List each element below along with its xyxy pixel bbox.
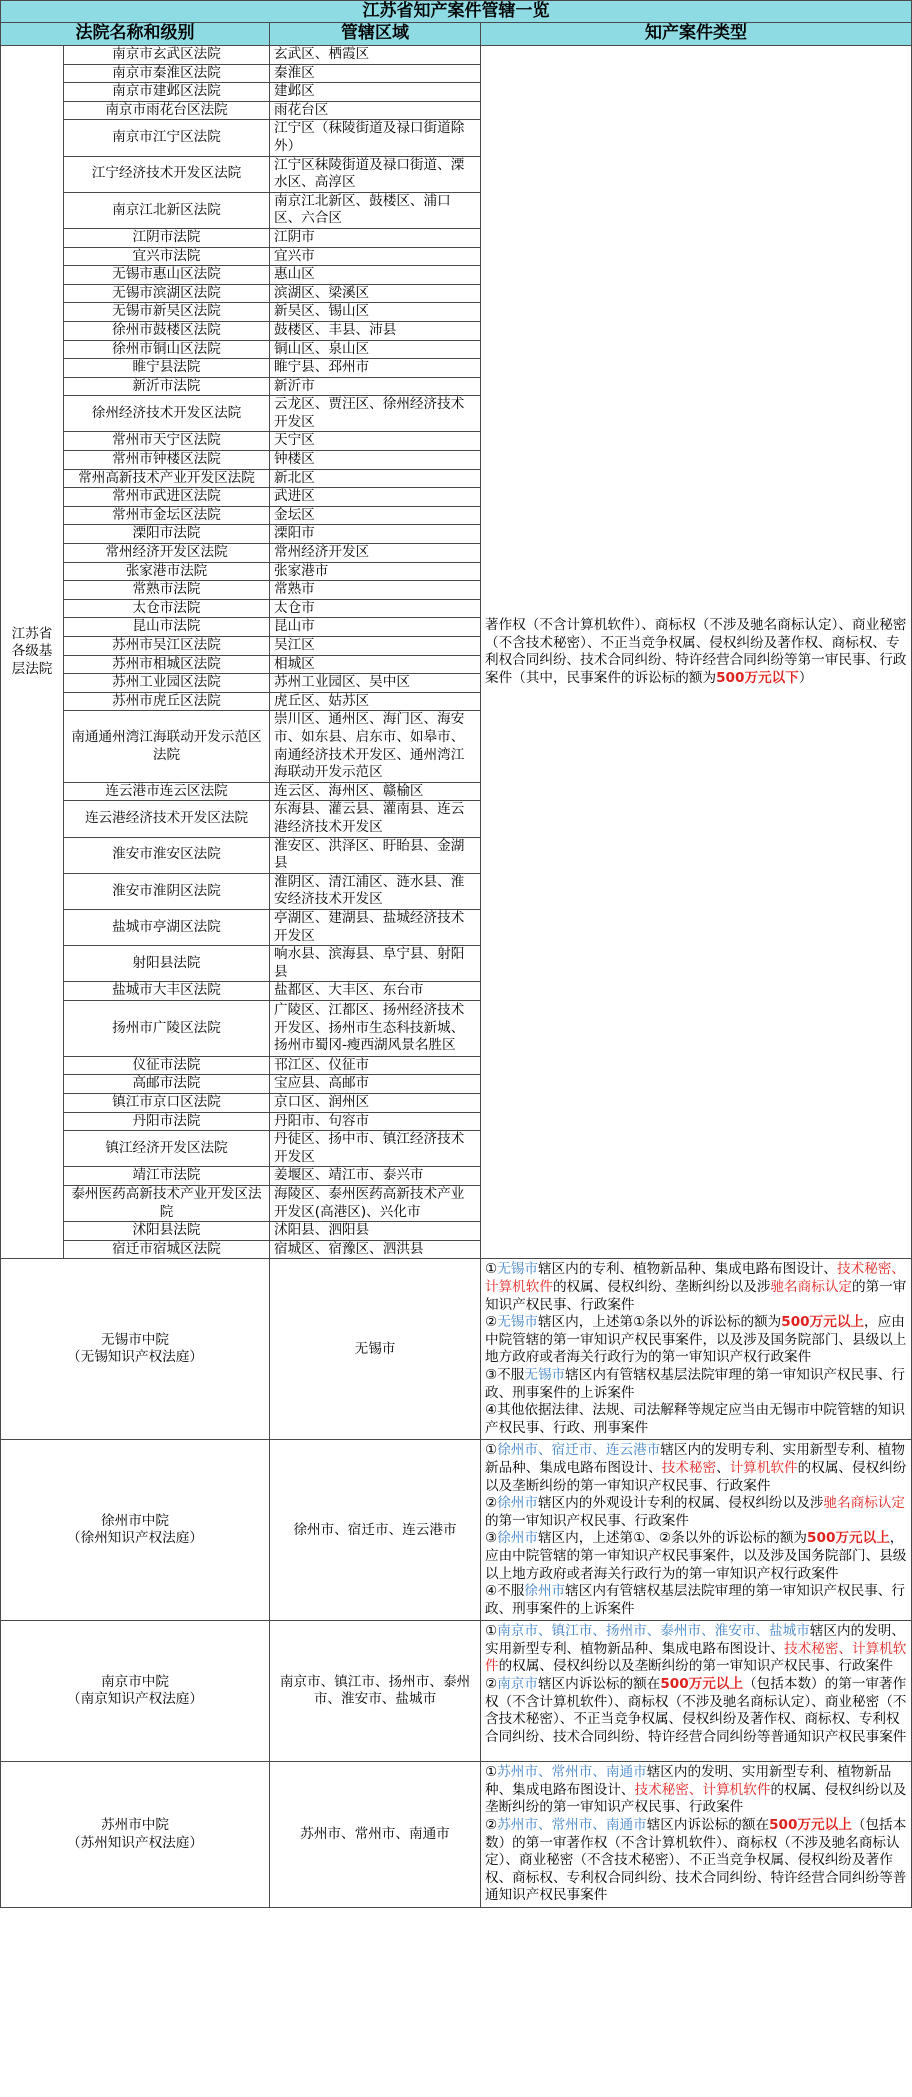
court-name: 仪征市法院 [64,1056,270,1075]
jurisdiction-area: 南京江北新区、鼓楼区、浦口区、六合区 [270,192,481,228]
court-name: 徐州市铜山区法院 [64,340,270,359]
case-type-text: ④其他依据法律、法规、司法解释等规定应当由无锡市中院管辖的知识产权民事、行政、刑事案件 [485,1402,905,1436]
case-type-text: （包括本数）的第一审著作权（不含计算机软件）、商标权（不涉及驰名商标认定）、商业秘密（不含技术秘密）、不正当竞争权属、侵权纠纷及著作权、商标权、专利权合同纠纷、技术合同纠纷、特许经营合同纠纷等普通知识产权民事案件 [485,1676,907,1745]
keyword-highlight: 技术秘密、计算机软件 [634,1781,771,1798]
keyword-highlight: 驰名商标认定 [823,1495,905,1512]
court-name: 徐州市鼓楼区法院 [64,321,270,340]
case-type-text: 辖区内的发明专利、实用新型专利、植物新品种、集成电路布图设计、 [485,1442,905,1476]
jurisdiction-area: 天宁区 [270,432,481,451]
case-type-text: 的权属、侵权纠纷以及垄断纠纷的第一审知识产权民事、行政案件 [498,1658,893,1675]
court-name: 南京市建邺区法院 [64,83,270,102]
court-name: 苏州工业园区法院 [64,674,270,693]
court-name: 沭阳县法院 [64,1222,270,1241]
intermediate-court-row [1,1762,912,1908]
jurisdiction-area: 武进区 [270,488,481,507]
court-tribunal-line: （苏州知识产权法庭） [67,1834,203,1851]
jurisdiction-area: 亭湖区、建湖县、盐城经济技术开发区 [270,909,481,945]
court-tribunal-line: （无锡知识产权法庭） [67,1349,203,1366]
case-type-text: 辖区内的发明、实用新型专利、植物新品种、集成电路布图设计、 [485,1764,892,1798]
case-type-text: ① [485,1442,498,1459]
amount-highlight: 500万元以上 [781,1314,865,1331]
court-name: 连云港经济技术开发区法院 [64,801,270,837]
court-name: 丹阳市法院 [64,1112,270,1131]
jurisdiction-area: 铜山区、泉山区 [270,340,481,359]
amount-highlight: 500万元以下 [716,669,799,686]
case-type-item [485,1367,907,1402]
jurisdiction-area: 宿城区、宿豫区、泗洪县 [270,1240,481,1259]
keyword-highlight: 驰名商标认定 [770,1279,853,1295]
court-name: 太仓市法院 [64,599,270,618]
intermediate-court-row [1,1259,912,1440]
jurisdiction-area: 宝应县、高邮市 [270,1075,481,1094]
case-type-text: ③不服 [485,1366,525,1383]
court-tribunal-line: （徐州知识产权法庭） [67,1530,203,1547]
intermediate-court-row [1,1440,912,1621]
jurisdiction-area: 睢宁县、邳州市 [270,359,481,378]
jurisdiction-area: 崇川区、通州区、海门区、海安市、如东县、启东市、如皋市、南通经济技术开发区、通州湾江海联动开发示范区 [270,711,481,782]
city-highlight: 南京市 [497,1676,538,1693]
case-type-text: 辖区内，上述第①条以外的诉讼标的额为 [537,1314,782,1331]
case-type-text: 辖区内诉讼标的额在 [646,1817,770,1834]
case-type-text: ① [485,1764,498,1781]
court-name: 张家港市法院 [64,562,270,581]
case-type-text: ③ [485,1530,498,1547]
basic-case-types-text: 著作权（不含计算机软件）、商标权（不涉及驰名商标认定）、商业秘密（不含技术秘密）、不正当竞争权属、侵权纠纷及著作权、商标权、专利权合同纠纷、技术合同纠纷、特许经营合同纠纷等第一审民事、行政案件（其中，民事案件的诉讼标的额为 [485,617,907,686]
intermediate-case-types [481,1621,912,1762]
case-type-text: 的第一审知识产权民事、行政案件 [485,1512,689,1529]
court-name: 南京市秦淮区法院 [64,64,270,83]
case-type-item [485,1442,907,1495]
case-type-item [485,1623,907,1676]
jurisdiction-area: 江宁区秣陵街道及禄口街道、溧水区、高淳区 [270,156,481,192]
case-type-text: ，应由中院管辖的第一审知识产权民事案件，以及涉及国务院部门、县级以上地方政府或者海关行政行为的第一审知识产权行政案件 [485,1530,907,1582]
case-type-text: 辖区内，上述第①、②条以外的诉讼标的额为 [537,1530,808,1547]
court-name: 靖江市法院 [64,1167,270,1186]
header-area: 管辖区域 [270,23,481,46]
intermediate-area: 苏州市、常州市、南通市 [270,1762,481,1908]
court-name: 南京市雨花台区法院 [64,101,270,120]
amount-highlight: 500万元以上 [807,1530,890,1547]
case-type-text: ① [485,1623,498,1640]
jurisdiction-area: 钟楼区 [270,451,481,470]
city-highlight: 南京市、镇江市、扬州市、泰州市、淮安市、盐城市 [497,1623,810,1640]
basic-case-types [481,46,912,1259]
jurisdiction-area: 新北区 [270,469,481,488]
court-name: 高邮市法院 [64,1075,270,1094]
jurisdiction-area: 邗江区、仪征市 [270,1056,481,1075]
jurisdiction-area: 宜兴市 [270,247,481,266]
jurisdiction-area: 京口区、润州区 [270,1094,481,1113]
basic-case-types-end: ） [798,669,813,686]
city-highlight: 无锡市 [497,1261,538,1278]
court-name: 徐州经济技术开发区法院 [64,396,270,432]
city-highlight: 无锡市 [497,1314,538,1331]
court-name: 南通通州湾江海联动开发示范区法院 [64,711,270,782]
case-type-text: ① [485,1261,498,1278]
intermediate-area: 南京市、镇江市、扬州市、泰州市、淮安市、盐城市 [270,1621,481,1762]
city-highlight: 徐州市 [497,1530,538,1547]
case-type-item [485,1314,907,1367]
court-name: 泰州医药高新技术产业开发区法院 [64,1186,270,1222]
court-name: 宿迁市宿城区法院 [64,1240,270,1259]
city-highlight: 苏州市、常州市、南通市 [497,1817,647,1834]
city-highlight: 苏州市、常州市、南通市 [497,1764,647,1781]
court-name: 盐城市大丰区法院 [64,982,270,1001]
court-name: 无锡市新吴区法院 [64,303,270,322]
court-name: 扬州市广陵区法院 [64,1000,270,1056]
city-highlight: 徐州市、宿迁市、连云港市 [497,1442,661,1459]
case-type-item [485,1402,907,1437]
case-type-text: 辖区内有管辖权基层法院审理的第一审知识产权民事、行政、刑事案件的上诉案件 [485,1366,905,1401]
amount-highlight: 500万元以上 [769,1817,852,1834]
case-type-item [485,1817,907,1905]
intermediate-case-types [481,1259,912,1440]
case-type-text: 的权属、侵权纠纷以及垄断纠纷的第一审知识产权民事、行政案件 [485,1459,907,1494]
case-type-item [485,1495,907,1530]
jurisdiction-area: 盐都区、大丰区、东台市 [270,982,481,1001]
case-type-text: 辖区内的发明、实用新型专利、植物新品种、集成电路布图设计、 [485,1623,905,1657]
intermediate-case-types [481,1440,912,1621]
case-type-item [485,1530,907,1583]
court-name: 苏州市吴江区法院 [64,637,270,656]
case-type-text: 的权属、侵权纠纷以及垄断纠纷的第一审知识产权民事、行政案件 [485,1781,907,1816]
jurisdiction-area: 常州经济开发区 [270,544,481,563]
city-highlight: 无锡市 [524,1366,566,1383]
court-name: 宜兴市法院 [64,247,270,266]
jurisdiction-area: 玄武区、栖霞区 [270,46,481,65]
case-type-text: 的第一审知识产权民事、行政案件 [485,1279,907,1313]
jurisdiction-area: 新沂市 [270,377,481,396]
case-type-text: 辖区内的专利、植物新品种、集成电路布图设计、 [537,1261,838,1278]
court-name: 淮安市淮阴区法院 [64,873,270,909]
jurisdiction-area: 淮安区、洪泽区、盱眙县、金湖县 [270,837,481,873]
amount-highlight: 500万元以上 [660,1676,744,1693]
case-type-item [485,1676,907,1746]
keyword-highlight: 计算机软件 [729,1459,798,1476]
jurisdiction-area: 江宁区（秣陵街道及禄口街道除外） [270,120,481,156]
keyword-highlight: 技术秘密、计算机软件 [485,1640,907,1675]
header-court: 法院名称和级别 [1,23,270,46]
jurisdiction-area: 太仓市 [270,599,481,618]
case-type-text: 辖区内诉讼标的额在 [537,1676,661,1693]
court-name: 连云港市连云区法院 [64,782,270,801]
court-name: 常州经济开发区法院 [64,544,270,563]
intermediate-court-name [1,1762,270,1908]
basic-court-group: 江苏省各级基层法院 [1,46,64,1259]
court-name: 江阴市法院 [64,228,270,247]
court-name: 无锡市惠山区法院 [64,266,270,285]
court-name: 无锡市滨湖区法院 [64,284,270,303]
case-type-item [485,1583,907,1618]
jurisdiction-area: 响水县、滨海县、阜宁县、射阳县 [270,946,481,982]
case-type-text: ② [485,1817,498,1834]
jurisdiction-area: 东海县、灌云县、灌南县、连云港经济技术开发区 [270,801,481,837]
court-name: 睢宁县法院 [64,359,270,378]
jurisdiction-area: 昆山市 [270,618,481,637]
intermediate-court-name [1,1621,270,1762]
jurisdiction-area: 张家港市 [270,562,481,581]
court-name: 射阳县法院 [64,946,270,982]
jurisdiction-area: 姜堰区、靖江市、泰兴市 [270,1167,481,1186]
case-type-text: ② [485,1314,498,1331]
jurisdiction-area: 江阴市 [270,228,481,247]
case-type-item [485,1764,907,1817]
jurisdiction-area: 吴江区 [270,637,481,656]
case-type-text: （包括本数）的第一审著作权（不含计算机软件）、商标权（不涉及驰名商标认定）、商业秘密（不含技术秘密）、不正当竞争权属、侵权纠纷及著作权、商标权、专利权合同纠纷、技术合同纠纷、特许经营合同纠纷等普通知识产权民事案件 [485,1817,907,1904]
court-name: 常州市天宁区法院 [64,432,270,451]
city-highlight: 徐州市 [524,1583,566,1600]
page-title: 江苏省知产案件管辖一览 [1,1,912,23]
court-name: 南京江北新区法院 [64,192,270,228]
jurisdiction-area: 新吴区、锡山区 [270,303,481,322]
city-highlight: 徐州市 [497,1495,538,1512]
jurisdiction-area: 丹阳市、句容市 [270,1112,481,1131]
case-type-text: 、 [716,1459,730,1476]
jurisdiction-area: 惠山区 [270,266,481,285]
jurisdiction-area: 秦淮区 [270,64,481,83]
court-name-line: 无锡市中院 [101,1331,169,1348]
case-type-text: ② [485,1495,498,1512]
jurisdiction-area: 丹徒区、扬中市、镇江经济技术开发区 [270,1131,481,1167]
case-type-item [485,1261,907,1314]
jurisdiction-area: 云龙区、贾汪区、徐州经济技术开发区 [270,396,481,432]
keyword-highlight: 技术秘密、计算机软件 [485,1261,905,1295]
case-type-text: 辖区内的外观设计专利的权属、侵权纠纷以及涉 [537,1495,824,1512]
jurisdiction-area: 鼓楼区、丰县、沛县 [270,321,481,340]
court-name-line: 苏州市中院 [101,1817,169,1834]
court-name: 苏州市虎丘区法院 [64,692,270,711]
court-name: 盐城市亭湖区法院 [64,909,270,945]
court-name: 常州市武进区法院 [64,488,270,507]
intermediate-case-types [481,1762,912,1908]
court-name: 南京市玄武区法院 [64,46,270,65]
court-name: 昆山市法院 [64,618,270,637]
jurisdiction-area: 广陵区、江都区、扬州经济技术开发区、扬州市生态科技新城、扬州市蜀冈-瘦西湖风景名胜区 [270,1000,481,1056]
case-type-text: 辖区内有管辖权基层法院审理的第一审知识产权民事、行政、刑事案件的上诉案件 [485,1583,905,1617]
court-name: 苏州市相城区法院 [64,655,270,674]
case-type-text: ④不服 [485,1583,525,1600]
jurisdiction-area: 连云区、海州区、赣榆区 [270,782,481,801]
court-name: 常熟市法院 [64,581,270,600]
court-name: 常州市金坛区法院 [64,506,270,525]
court-name: 镇江经济开发区法院 [64,1131,270,1167]
intermediate-area: 徐州市、宿迁市、连云港市 [270,1440,481,1621]
jurisdiction-area: 金坛区 [270,506,481,525]
intermediate-area: 无锡市 [270,1259,481,1440]
jurisdiction-area: 虎丘区、姑苏区 [270,692,481,711]
table-row [1,46,912,65]
jurisdiction-area: 苏州工业园区、吴中区 [270,674,481,693]
court-name: 镇江市京口区法院 [64,1094,270,1113]
table-body [1,46,912,1908]
court-tribunal-line: （南京知识产权法庭） [67,1691,203,1708]
jurisdiction-area: 淮阴区、清江浦区、涟水县、淮安经济技术开发区 [270,873,481,909]
case-type-text: ② [485,1676,498,1693]
intermediate-court-name [1,1440,270,1621]
court-name: 江宁经济技术开发区法院 [64,156,270,192]
court-name: 常州高新技术产业开发区法院 [64,469,270,488]
jurisdiction-area: 常熟市 [270,581,481,600]
jurisdiction-area: 海陵区、泰州医药高新技术产业开发区(高港区)、兴化市 [270,1186,481,1222]
case-type-text: 的权属、侵权纠纷、垄断纠纷以及涉 [552,1279,771,1295]
court-name: 溧阳市法院 [64,525,270,544]
jurisdiction-area: 雨花台区 [270,101,481,120]
jurisdiction-area: 沭阳县、泗阳县 [270,1222,481,1241]
jurisdiction-area: 滨湖区、梁溪区 [270,284,481,303]
jurisdiction-area: 建邺区 [270,83,481,102]
intermediate-court-row [1,1621,912,1762]
court-name: 新沂市法院 [64,377,270,396]
header-type: 知产案件类型 [481,23,912,46]
court-name: 常州市钟楼区法院 [64,451,270,470]
court-name: 淮安市淮安区法院 [64,837,270,873]
court-name-line: 南京市中院 [101,1673,169,1690]
jurisdiction-area: 相城区 [270,655,481,674]
court-name-line: 徐州市中院 [101,1512,169,1529]
intermediate-court-name [1,1259,270,1440]
case-type-text: ，应由中院管辖的第一审知识产权民事案件，以及涉及国务院部门、县级以上地方政府或者海关行政行为的第一审知识产权行政案件 [485,1314,907,1366]
court-name: 南京市江宁区法院 [64,120,270,156]
jurisdiction-area: 溧阳市 [270,525,481,544]
keyword-highlight: 技术秘密 [661,1459,717,1476]
